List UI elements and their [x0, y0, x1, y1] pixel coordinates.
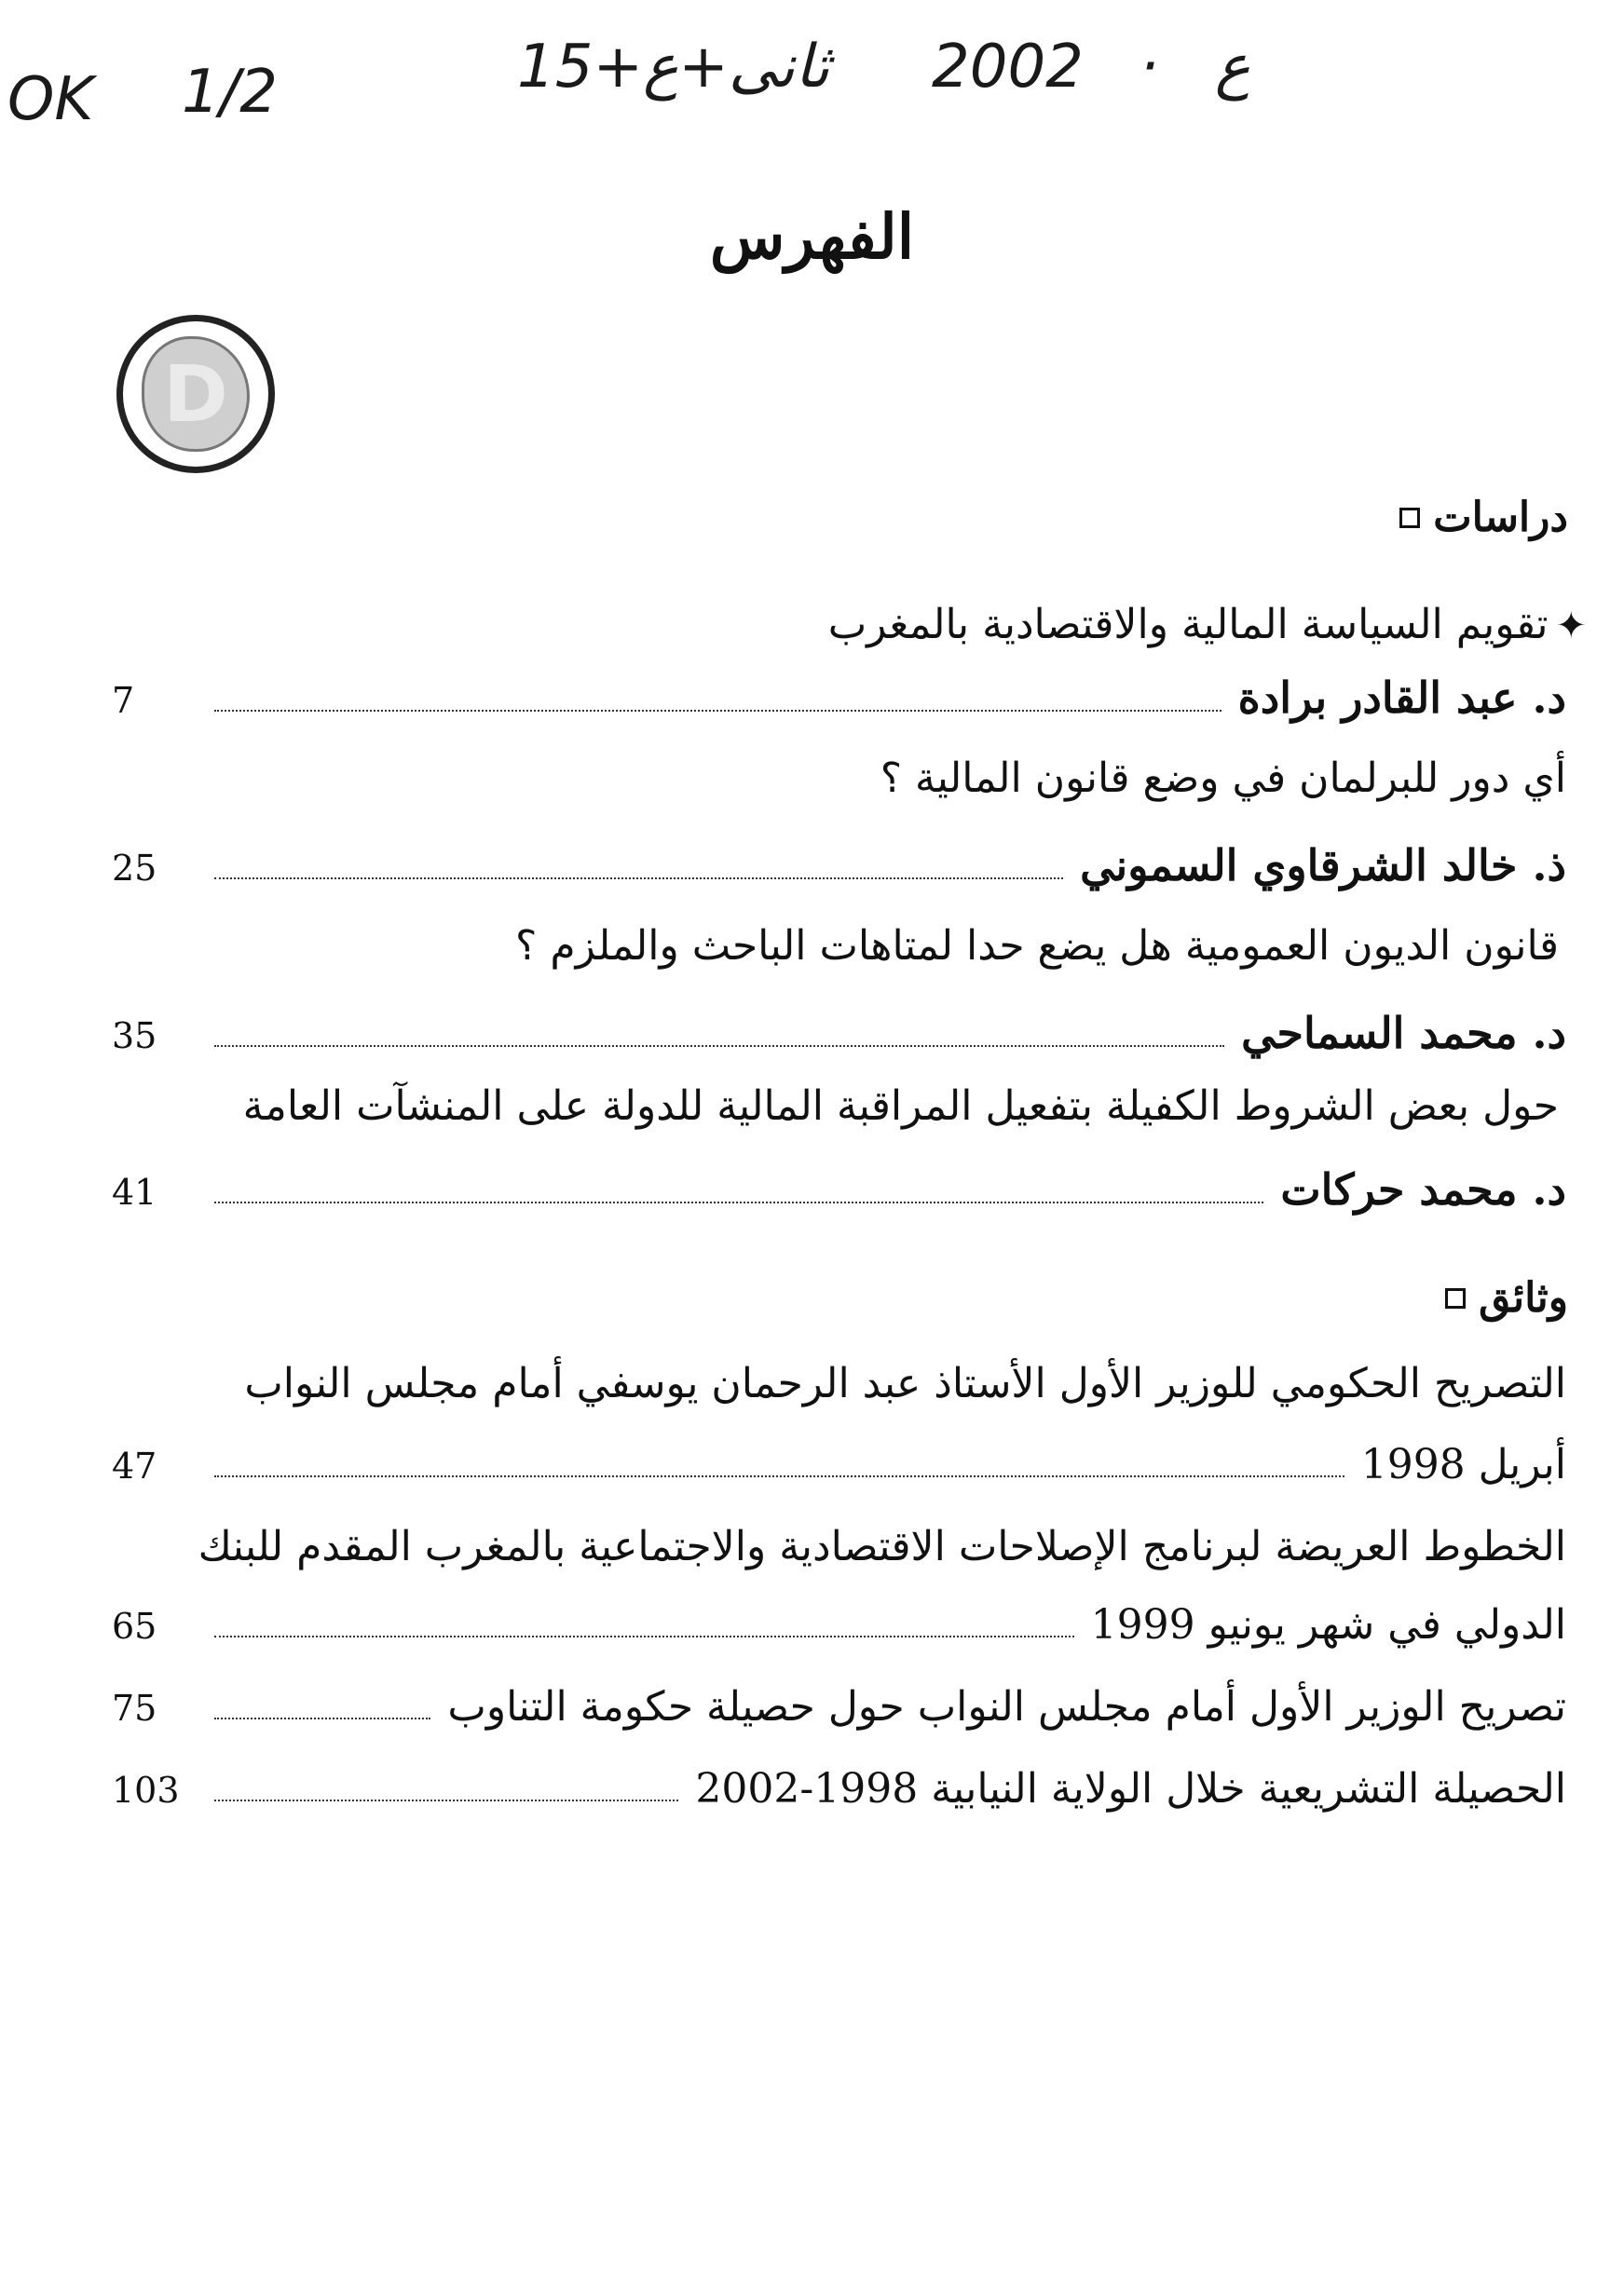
toc-page-number: 47 [112, 1446, 157, 1487]
toc-leader [214, 710, 1221, 712]
toc-leader [214, 1718, 430, 1719]
handwritten-year: 2002 [932, 33, 1084, 102]
toc-author: ذ. خالد الشرقاوي السموني [1080, 840, 1566, 890]
library-stamp [116, 315, 275, 473]
toc-leader [214, 1475, 1344, 1477]
doc-entry-4 [112, 1759, 1566, 1814]
toc-entry-1 [112, 669, 1566, 725]
checkbox-square-icon [1399, 508, 1420, 528]
topic-line [828, 601, 1587, 648]
handwritten-issue-year: ع · 2002 [932, 33, 1251, 102]
section-heading-studies [1399, 494, 1568, 541]
section-heading-studies-text: دراسات [1433, 494, 1568, 541]
toc-entry-2-title: أي دور للبرلمان في وضع قانون المالية ؟ [880, 754, 1566, 802]
toc-leader [214, 1636, 1074, 1637]
diamond-bullet-icon: ✦ [1555, 605, 1587, 647]
toc-page-number: 103 [112, 1770, 180, 1811]
page-title: الفهرس [709, 200, 915, 273]
toc-leader [214, 1202, 1263, 1203]
toc-entry-2 [112, 836, 1566, 892]
toc-entry-4-title: حول بعض الشروط الكفيلة بتفعيل المراقبة المالية للدولة على المنشآت العامة [242, 1082, 1559, 1130]
toc-leader [214, 1800, 678, 1801]
doc-entry-2 [112, 1595, 1566, 1651]
toc-entry-4 [112, 1161, 1566, 1216]
toc-author: د. محمد السماحي [1241, 1008, 1566, 1058]
doc-entry-1 [112, 1434, 1566, 1490]
toc-author: د. محمد حركات [1280, 1164, 1566, 1215]
doc-entry-2-line2: الدولي في شهر يونيو 1999 [1090, 1601, 1566, 1649]
doc-entry-3 [112, 1677, 1566, 1732]
toc-leader [214, 1045, 1224, 1047]
stamp-letter: D [142, 336, 250, 452]
section-heading-documents [1445, 1274, 1568, 1322]
doc-entry-3-title: تصريح الوزير الأول أمام مجلس النواب حول حصيلة حكومة التناوب [447, 1683, 1566, 1731]
doc-entry-1-line2: أبريل 1998 [1360, 1441, 1566, 1488]
toc-page-number: 41 [112, 1172, 157, 1213]
topic-text: تقويم السياسة المالية والاقتصادية بالمغرب [827, 601, 1549, 648]
handwritten-ok: OK [7, 65, 94, 134]
toc-page-number: 7 [112, 680, 135, 721]
toc-page-number: 35 [112, 1015, 157, 1056]
toc-entry-3 [112, 1004, 1566, 1060]
doc-entry-1-line1: التصريح الحكومي للوزير الأول الأستاذ عبد الرحمان يوسفي أمام مجلس النواب [244, 1360, 1566, 1407]
handwritten-fraction: 1/2 [182, 58, 278, 127]
checkbox-square-icon [1445, 1288, 1466, 1309]
toc-entry-3-title: قانون الديون العمومية هل يضع حدا لمتاهات الباحث والملزم ؟ [515, 922, 1559, 970]
doc-entry-2-line1: الخطوط العريضة لبرنامج الإصلاحات الاقتصادية والاجتماعية بالمغرب المقدم للبنك [198, 1523, 1566, 1570]
toc-page-number: 65 [112, 1606, 157, 1647]
doc-entry-4-title: الحصيلة التشريعية خلال الولاية النيابية 1998-2002 [695, 1765, 1566, 1813]
toc-page-number: 75 [112, 1688, 157, 1729]
handwritten-issue: ع [1214, 33, 1251, 102]
section-heading-documents-text: وثائق [1479, 1274, 1568, 1322]
toc-leader [214, 877, 1063, 879]
handwritten-code: ثانى+ع+15 [517, 33, 830, 102]
toc-page-number: 25 [112, 848, 157, 889]
toc-author: د. عبد القادر برادة [1237, 672, 1566, 723]
